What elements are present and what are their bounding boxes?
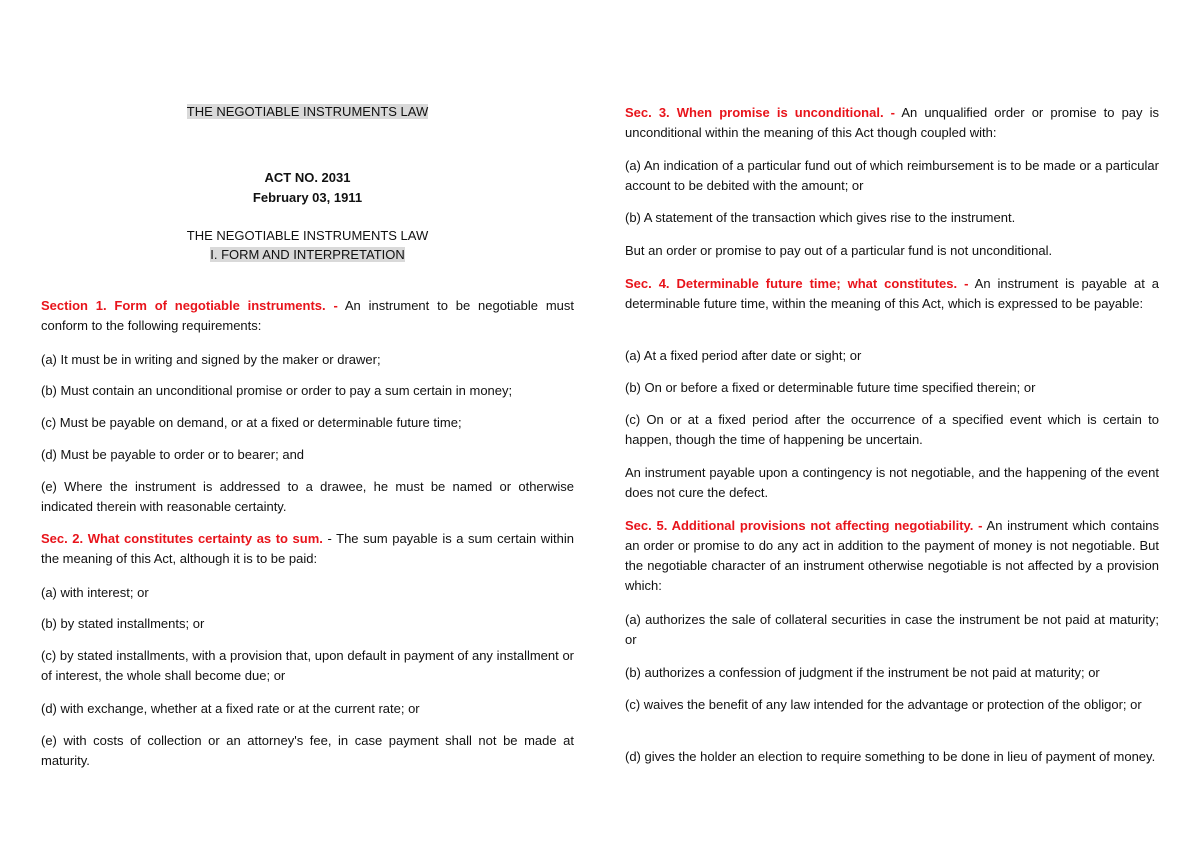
section-2-body: - The sum payable is a sum certain within the meaning of this Act, although it is to be paid:	[41, 531, 574, 566]
section-5-item-d: (d) gives the holder an election to require something to be done in lieu of payment of money.	[625, 749, 1156, 764]
section-4-heading: Sec. 4. Determinable future time; what constitutes. -	[625, 276, 969, 291]
section-5-heading: Sec. 5. Additional provisions not affecting negotiability. -	[625, 518, 983, 533]
section-2-heading: Sec. 2. What constitutes certainty as to sum.	[41, 531, 323, 546]
section-4-body: An instrument is payable at a determinable future time, within the meaning of this Act, which is expressed to be payable:	[625, 276, 1159, 311]
document-title: THE NEGOTIABLE INSTRUMENTS LAW	[186, 104, 429, 119]
section-5-item-c: (c) waives the benefit of any law intended for the advantage or protection of the obligor; or	[625, 697, 1142, 712]
section-1-item-c: (c) Must be payable on demand, or at a fixed or determinable future time;	[41, 415, 462, 430]
section-1-item-e: (e) Where the instrument is addressed to a drawee, he must be named or otherwise indicated therein with reasonable certainty.	[41, 479, 574, 514]
chapter-heading-wrap	[41, 245, 574, 265]
section-3-item-a: (a) An indication of a particular fund out of which reimbursement is to be made or a particular account to be debited with the amount; or	[625, 158, 1159, 193]
section-5-body: An instrument which contains an order or promise to do any act in addition to the payment of money is not negotiable. But the negotiable character of an instrument otherwise negotiable is not affected by a provision which:	[625, 518, 1159, 593]
section-3	[625, 103, 1159, 143]
section-4-note: An instrument payable upon a contingency is not negotiable, and the happening of the event does not cure the defect.	[625, 465, 1159, 500]
chapter-heading: I. FORM AND INTERPRETATION	[210, 247, 405, 262]
section-1-item-d: (d) Must be payable to order or to bearer; and	[41, 447, 305, 462]
section-2-item-a: (a) with interest; or	[41, 585, 149, 600]
section-4	[625, 274, 1159, 314]
section-2	[41, 529, 574, 569]
section-2-item-e: (e) with costs of collection or an attorney's fee, in case payment shall not be made at maturity.	[41, 733, 574, 768]
section-4-item-b: (b) On or before a fixed or determinable future time specified therein; or	[625, 380, 1036, 395]
section-3-heading: Sec. 3. When promise is unconditional. -	[625, 105, 895, 120]
section-4-item-a: (a) At a fixed period after date or sight; or	[625, 348, 862, 363]
act-number: ACT NO. 2031	[264, 170, 351, 185]
section-1-item-a: (a) It must be in writing and signed by the maker or drawer;	[41, 352, 381, 367]
section-3-body: An unqualified order or promise to pay is unconditional within the meaning of this Act though coupled with:	[625, 105, 1159, 140]
section-5-item-a: (a) authorizes the sale of collateral securities in case the instrument be not paid at maturity; or	[625, 612, 1159, 647]
title-block	[41, 102, 574, 122]
act-date: February 03, 1911	[252, 190, 363, 205]
section-2-item-d: (d) with exchange, whether at a fixed rate or at the current rate; or	[41, 701, 420, 716]
section-3-item-b: (b) A statement of the transaction which gives rise to the instrument.	[625, 210, 1016, 225]
section-4-item-c: (c) On or at a fixed period after the occurrence of a specified event which is certain to happen, though the time of happening be uncertain.	[625, 412, 1159, 447]
section-2-item-c: (c) by stated installments, with a provision that, upon default in payment of any installment or of interest, the whole shall become due; or	[41, 648, 574, 683]
document-subtitle: THE NEGOTIABLE INSTRUMENTS LAW	[186, 228, 429, 243]
section-2-item-b: (b) by stated installments; or	[41, 616, 205, 631]
section-1-heading: Section 1. Form of negotiable instruments. -	[41, 298, 338, 313]
section-3-note: But an order or promise to pay out of a particular fund is not unconditional.	[625, 243, 1053, 258]
section-1-body: An instrument to be negotiable must conform to the following requirements:	[41, 298, 574, 333]
section-1	[41, 296, 574, 336]
section-5-item-b: (b) authorizes a confession of judgment if the instrument be not paid at maturity; or	[625, 665, 1100, 680]
section-1-item-b: (b) Must contain an unconditional promise or order to pay a sum certain in money;	[41, 383, 513, 398]
section-5	[625, 516, 1159, 596]
